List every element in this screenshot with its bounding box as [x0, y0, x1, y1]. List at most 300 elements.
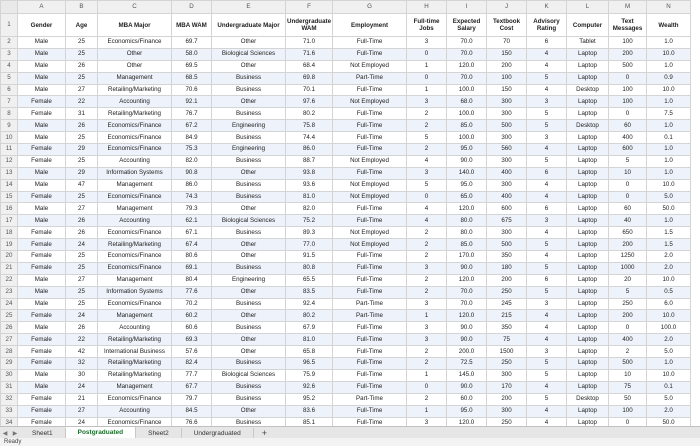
cell[interactable]: 85.1	[286, 417, 333, 426]
cell[interactable]: Full-Time	[333, 37, 407, 49]
cell[interactable]: 100	[487, 72, 527, 84]
cell[interactable]: 100.0	[647, 322, 691, 334]
cell[interactable]: 5	[527, 286, 567, 298]
cell[interactable]: 560	[487, 144, 527, 156]
cell[interactable]: 120.0	[447, 417, 487, 426]
cell[interactable]: 0	[609, 108, 647, 120]
cell[interactable]: Other	[212, 239, 286, 251]
cell[interactable]: 120.0	[447, 203, 487, 215]
cell[interactable]: Biological Sciences	[212, 48, 286, 60]
cell[interactable]: 93.8	[286, 167, 333, 179]
cell[interactable]: Accounting	[98, 322, 172, 334]
cell[interactable]: 82.0	[172, 155, 212, 167]
cell[interactable]: Full-Time	[333, 334, 407, 346]
cell[interactable]: 65.0	[447, 191, 487, 203]
cell[interactable]: 67.1	[172, 227, 212, 239]
cell[interactable]: 10.0	[647, 274, 691, 286]
cell[interactable]: 26	[66, 120, 98, 132]
cell[interactable]: 6	[527, 167, 567, 179]
row-number[interactable]: 31	[1, 381, 18, 393]
cell[interactable]: 6.0	[647, 298, 691, 310]
cell[interactable]: 84.9	[172, 132, 212, 144]
cell[interactable]: 95.0	[447, 405, 487, 417]
cell[interactable]: 75.3	[172, 144, 212, 156]
cell[interactable]: 2.0	[647, 334, 691, 346]
cell[interactable]: Engineering	[212, 274, 286, 286]
cell[interactable]: 6	[527, 37, 567, 49]
cell[interactable]: Business	[212, 179, 286, 191]
cell[interactable]: 100.0	[447, 108, 487, 120]
cell[interactable]: 3	[407, 96, 447, 108]
cell[interactable]: Full-Time	[333, 132, 407, 144]
cell[interactable]: 22	[66, 96, 98, 108]
cell[interactable]: 4	[407, 155, 447, 167]
cell[interactable]: Economics/Finance	[98, 191, 172, 203]
cell[interactable]: 200.0	[447, 346, 487, 358]
cell[interactable]: 10.0	[647, 179, 691, 191]
cell[interactable]: Full-Time	[333, 417, 407, 426]
cell[interactable]: Male	[18, 132, 66, 144]
cell[interactable]: 145.0	[447, 369, 487, 381]
cell[interactable]: Economics/Finance	[98, 417, 172, 426]
cell[interactable]: Not Employed	[333, 179, 407, 191]
cell[interactable]: 100.0	[447, 132, 487, 144]
cell[interactable]: 1.0	[647, 144, 691, 156]
cell[interactable]: Full-Time	[333, 286, 407, 298]
header-cell[interactable]: Expected Salary	[447, 14, 487, 37]
cell[interactable]: Male	[18, 167, 66, 179]
cell[interactable]: 30	[66, 369, 98, 381]
cell[interactable]: 200	[609, 239, 647, 251]
cell[interactable]: Biological Sciences	[212, 369, 286, 381]
column-header-c[interactable]: C	[98, 1, 172, 14]
cell[interactable]: Laptop	[567, 251, 609, 263]
cell[interactable]: Laptop	[567, 48, 609, 60]
cell[interactable]: 1.0	[647, 60, 691, 72]
header-cell[interactable]: Employment	[333, 14, 407, 37]
cell[interactable]: Laptop	[567, 358, 609, 370]
header-cell[interactable]: Full-time Jobs	[407, 14, 447, 37]
column-header-h[interactable]: H	[407, 1, 447, 14]
cell[interactable]: 58.0	[172, 48, 212, 60]
cell[interactable]: Retailing/Marketing	[98, 84, 172, 96]
cell[interactable]: 95.0	[447, 179, 487, 191]
cell[interactable]: 2	[407, 358, 447, 370]
cell[interactable]: 250	[487, 358, 527, 370]
cell[interactable]: 25	[66, 286, 98, 298]
cell[interactable]: Female	[18, 239, 66, 251]
column-header-l[interactable]: L	[567, 1, 609, 14]
cell[interactable]: 0.1	[647, 381, 691, 393]
cell[interactable]: Economics/Finance	[98, 144, 172, 156]
cell[interactable]: 250	[487, 286, 527, 298]
cell[interactable]: Economics/Finance	[98, 227, 172, 239]
cell[interactable]: 1000	[609, 262, 647, 274]
cell[interactable]: 5	[527, 239, 567, 251]
cell[interactable]: Full-Time	[333, 322, 407, 334]
cell[interactable]: 600	[609, 144, 647, 156]
cell[interactable]: 67.9	[286, 322, 333, 334]
cell[interactable]: 3	[407, 167, 447, 179]
header-cell[interactable]: MBA WAM	[172, 14, 212, 37]
cell[interactable]: Business	[212, 381, 286, 393]
cell[interactable]: 300	[487, 227, 527, 239]
cell[interactable]: 80.2	[286, 108, 333, 120]
cell[interactable]: 65.5	[286, 274, 333, 286]
cell[interactable]: 70.0	[447, 298, 487, 310]
cell[interactable]: 3	[527, 96, 567, 108]
cell[interactable]: 69.3	[172, 334, 212, 346]
row-number[interactable]: 24	[1, 298, 18, 310]
cell[interactable]: Laptop	[567, 179, 609, 191]
cell[interactable]: Male	[18, 215, 66, 227]
cell[interactable]: 1.0	[647, 358, 691, 370]
cell[interactable]: 150	[487, 84, 527, 96]
cell[interactable]: 250	[487, 417, 527, 426]
cell[interactable]: Laptop	[567, 227, 609, 239]
row-number[interactable]: 34	[1, 417, 18, 426]
cell[interactable]: 215	[487, 310, 527, 322]
cell[interactable]: 69.8	[286, 72, 333, 84]
cell[interactable]: 91.5	[286, 251, 333, 263]
cell[interactable]: Business	[212, 298, 286, 310]
cell[interactable]: Laptop	[567, 346, 609, 358]
cell[interactable]: Female	[18, 405, 66, 417]
cell[interactable]: Laptop	[567, 262, 609, 274]
cell[interactable]: 400	[487, 191, 527, 203]
cell[interactable]: Laptop	[567, 108, 609, 120]
cell[interactable]: Not Employed	[333, 227, 407, 239]
column-header-b[interactable]: B	[66, 1, 98, 14]
cell[interactable]: Laptop	[567, 132, 609, 144]
cell[interactable]: Desktop	[567, 84, 609, 96]
cell[interactable]: 500	[609, 60, 647, 72]
cell[interactable]: 4	[527, 310, 567, 322]
cell[interactable]: 25	[66, 37, 98, 49]
cell[interactable]: 0	[609, 72, 647, 84]
cell[interactable]: Business	[212, 322, 286, 334]
cell[interactable]: 24	[66, 417, 98, 426]
row-number[interactable]: 15	[1, 191, 18, 203]
column-header-j[interactable]: J	[487, 1, 527, 14]
header-cell[interactable]: Advisory Rating	[527, 14, 567, 37]
cell[interactable]: 69.5	[172, 60, 212, 72]
cell[interactable]: 67.4	[172, 239, 212, 251]
cell[interactable]: Male	[18, 60, 66, 72]
column-header-e[interactable]: E	[212, 1, 286, 14]
cell[interactable]: 77.6	[172, 286, 212, 298]
cell[interactable]: 100	[609, 84, 647, 96]
cell[interactable]: 90.0	[447, 322, 487, 334]
header-cell[interactable]: Gender	[18, 14, 66, 37]
cell[interactable]: Full-Time	[333, 405, 407, 417]
cell[interactable]: 60.0	[447, 393, 487, 405]
header-cell[interactable]: Computer	[567, 14, 609, 37]
cell[interactable]: 1.5	[647, 227, 691, 239]
cell[interactable]: Other	[98, 60, 172, 72]
row-number[interactable]: 4	[1, 60, 18, 72]
cell[interactable]: 6	[527, 203, 567, 215]
cell[interactable]: 5	[527, 393, 567, 405]
cell[interactable]: 90.0	[447, 155, 487, 167]
row-number[interactable]: 1	[1, 14, 18, 37]
cell[interactable]: 90.0	[447, 334, 487, 346]
cell[interactable]: 120.0	[447, 60, 487, 72]
cell[interactable]: 70.0	[447, 72, 487, 84]
cell[interactable]: 0.9	[647, 72, 691, 84]
cell[interactable]: 0	[407, 48, 447, 60]
cell[interactable]: Full-Time	[333, 215, 407, 227]
cell[interactable]: Economics/Finance	[98, 262, 172, 274]
cell[interactable]: Business	[212, 191, 286, 203]
cell[interactable]: 120.0	[447, 310, 487, 322]
cell[interactable]: Retailing/Marketing	[98, 108, 172, 120]
cell[interactable]: 82.4	[172, 358, 212, 370]
cell[interactable]: Full-Time	[333, 120, 407, 132]
cell[interactable]: 5	[527, 358, 567, 370]
cell[interactable]: 60	[609, 120, 647, 132]
row-number[interactable]: 6	[1, 84, 18, 96]
row-number[interactable]: 14	[1, 179, 18, 191]
cell[interactable]: Laptop	[567, 60, 609, 72]
cell[interactable]: 200	[487, 60, 527, 72]
cell[interactable]: Economics/Finance	[98, 132, 172, 144]
cell[interactable]: 97.6	[286, 96, 333, 108]
cell[interactable]: 2	[609, 346, 647, 358]
cell[interactable]: Accounting	[98, 405, 172, 417]
cell[interactable]: Not Employed	[333, 191, 407, 203]
cell[interactable]: 81.0	[286, 334, 333, 346]
cell[interactable]: 70.0	[447, 37, 487, 49]
cell[interactable]: Laptop	[567, 334, 609, 346]
cell[interactable]: 50	[609, 393, 647, 405]
cell[interactable]: Laptop	[567, 203, 609, 215]
cell[interactable]: Accounting	[98, 155, 172, 167]
cell[interactable]: Desktop	[567, 393, 609, 405]
tab-undergraduated[interactable]: Undergraduated	[182, 428, 254, 439]
cell[interactable]: 68.5	[172, 72, 212, 84]
cell[interactable]: 27	[66, 203, 98, 215]
cell[interactable]: 1500	[487, 346, 527, 358]
cell[interactable]: 24	[66, 381, 98, 393]
cell[interactable]: 300	[487, 179, 527, 191]
cell[interactable]: 675	[487, 215, 527, 227]
cell[interactable]: 89.3	[286, 227, 333, 239]
row-number[interactable]: 13	[1, 167, 18, 179]
cell[interactable]: 21	[66, 393, 98, 405]
row-number[interactable]: 9	[1, 120, 18, 132]
cell[interactable]: Full-Time	[333, 84, 407, 96]
cell[interactable]: 5.0	[647, 346, 691, 358]
cell[interactable]: Male	[18, 322, 66, 334]
cell[interactable]: 27	[66, 405, 98, 417]
cell[interactable]: Economics/Finance	[98, 298, 172, 310]
cell[interactable]: Full-Time	[333, 346, 407, 358]
cell[interactable]: Laptop	[567, 274, 609, 286]
cell[interactable]: Other	[98, 48, 172, 60]
row-number[interactable]: 22	[1, 274, 18, 286]
cell[interactable]: 67.7	[172, 381, 212, 393]
row-number[interactable]: 29	[1, 358, 18, 370]
cell[interactable]: 95.0	[447, 144, 487, 156]
row-number[interactable]: 2	[1, 37, 18, 49]
cell[interactable]: 3	[407, 298, 447, 310]
cell[interactable]: 26	[66, 227, 98, 239]
cell[interactable]: 83.6	[286, 405, 333, 417]
row-number[interactable]: 30	[1, 369, 18, 381]
cell[interactable]: 4	[527, 251, 567, 263]
cell[interactable]: Other	[212, 96, 286, 108]
cell[interactable]: Laptop	[567, 322, 609, 334]
cell[interactable]: 25	[66, 298, 98, 310]
cell[interactable]: Economics/Finance	[98, 251, 172, 263]
column-header-k[interactable]: K	[527, 1, 567, 14]
cell[interactable]: 85.0	[447, 120, 487, 132]
cell[interactable]: Full-Time	[333, 369, 407, 381]
cell[interactable]: Laptop	[567, 369, 609, 381]
header-cell[interactable]: Wealth	[647, 14, 691, 37]
cell[interactable]: 0	[407, 191, 447, 203]
cell[interactable]: 300	[487, 108, 527, 120]
cell[interactable]: 24	[66, 239, 98, 251]
cell[interactable]: Management	[98, 203, 172, 215]
cell[interactable]: Business	[212, 72, 286, 84]
cell[interactable]: Full-Time	[333, 262, 407, 274]
cell[interactable]: 1.5	[647, 239, 691, 251]
cell[interactable]: Full-Time	[333, 358, 407, 370]
cell[interactable]: 20	[609, 274, 647, 286]
cell[interactable]: Male	[18, 37, 66, 49]
cell[interactable]: 5	[609, 155, 647, 167]
cell[interactable]: 70.0	[447, 286, 487, 298]
cell[interactable]: 0	[407, 72, 447, 84]
cell[interactable]: 170	[487, 381, 527, 393]
cell[interactable]: Engineering	[212, 144, 286, 156]
cell[interactable]: 50.0	[647, 203, 691, 215]
cell[interactable]: 3	[407, 334, 447, 346]
cell[interactable]: Management	[98, 274, 172, 286]
cell[interactable]: Other	[212, 334, 286, 346]
select-all-corner[interactable]	[1, 1, 18, 14]
cell[interactable]: Accounting	[98, 215, 172, 227]
cell[interactable]: 180	[487, 262, 527, 274]
cell[interactable]: Male	[18, 381, 66, 393]
row-number[interactable]: 19	[1, 239, 18, 251]
cell[interactable]: Other	[212, 60, 286, 72]
cell[interactable]: Other	[212, 37, 286, 49]
cell[interactable]: 0	[609, 191, 647, 203]
cell[interactable]: 96.5	[286, 358, 333, 370]
cell[interactable]: 77.0	[286, 239, 333, 251]
row-number[interactable]: 7	[1, 96, 18, 108]
cell[interactable]: 92.4	[286, 298, 333, 310]
cell[interactable]: 200	[487, 393, 527, 405]
cell[interactable]: 3	[527, 346, 567, 358]
cell[interactable]: 80.8	[286, 262, 333, 274]
cell[interactable]: 4	[527, 144, 567, 156]
cell[interactable]: 200	[609, 310, 647, 322]
cell[interactable]: 10	[609, 369, 647, 381]
cell[interactable]: Other	[212, 286, 286, 298]
cell[interactable]: 4	[527, 322, 567, 334]
cell[interactable]: 200	[609, 48, 647, 60]
cell[interactable]: Female	[18, 155, 66, 167]
cell[interactable]: 2	[407, 346, 447, 358]
cell[interactable]: 90.0	[447, 262, 487, 274]
cell[interactable]: Not Employed	[333, 96, 407, 108]
cell[interactable]: 26	[66, 215, 98, 227]
cell[interactable]: 200	[487, 274, 527, 286]
cell[interactable]: Economics/Finance	[98, 120, 172, 132]
cell[interactable]: 72.5	[447, 358, 487, 370]
cell[interactable]: 3	[527, 132, 567, 144]
cell[interactable]: 4	[527, 179, 567, 191]
cell[interactable]: 82.0	[286, 203, 333, 215]
cell[interactable]: Business	[212, 108, 286, 120]
tab-postgraduated[interactable]: Postgraduated	[66, 427, 137, 440]
cell[interactable]: 10.0	[647, 48, 691, 60]
cell[interactable]: Female	[18, 393, 66, 405]
cell[interactable]: 1.0	[647, 155, 691, 167]
cell[interactable]: 4	[527, 227, 567, 239]
cell[interactable]: 3	[527, 298, 567, 310]
cell[interactable]: 79.3	[172, 203, 212, 215]
cell[interactable]: Full-Time	[333, 203, 407, 215]
cell[interactable]: 300	[487, 96, 527, 108]
row-number[interactable]: 11	[1, 144, 18, 156]
cell[interactable]: 60.2	[172, 310, 212, 322]
cell[interactable]: Female	[18, 310, 66, 322]
add-sheet-button[interactable]: +	[261, 428, 267, 438]
cell[interactable]: 88.7	[286, 155, 333, 167]
header-cell[interactable]: MBA Major	[98, 14, 172, 37]
cell[interactable]: 400	[487, 167, 527, 179]
cell[interactable]: 62.1	[172, 215, 212, 227]
cell[interactable]: 95.2	[286, 393, 333, 405]
cell[interactable]: Male	[18, 203, 66, 215]
cell[interactable]: 4	[407, 203, 447, 215]
cell[interactable]: 1.0	[647, 215, 691, 227]
cell[interactable]: Full-Time	[333, 274, 407, 286]
cell[interactable]: Male	[18, 48, 66, 60]
header-cell[interactable]: Text Messages	[609, 14, 647, 37]
cell[interactable]: 32	[66, 358, 98, 370]
cell[interactable]: Female	[18, 227, 66, 239]
cell[interactable]: 25	[66, 132, 98, 144]
cell[interactable]: 1250	[609, 251, 647, 263]
cell[interactable]: 10.0	[647, 310, 691, 322]
cell[interactable]: Management	[98, 381, 172, 393]
cell[interactable]: 3	[527, 215, 567, 227]
cell[interactable]: 90.0	[447, 381, 487, 393]
cell[interactable]: 2	[407, 120, 447, 132]
cell[interactable]: 80.6	[172, 251, 212, 263]
cell[interactable]: 70.0	[447, 48, 487, 60]
header-cell[interactable]: Undergraduate WAM	[286, 14, 333, 37]
column-header-n[interactable]: N	[647, 1, 691, 14]
cell[interactable]: 0	[609, 179, 647, 191]
cell[interactable]: Not Employed	[333, 239, 407, 251]
column-header-a[interactable]: A	[18, 1, 66, 14]
cell[interactable]: 79.7	[172, 393, 212, 405]
cell[interactable]: 4	[527, 191, 567, 203]
cell[interactable]: 4	[527, 381, 567, 393]
row-number[interactable]: 18	[1, 227, 18, 239]
cell[interactable]: 76.7	[172, 108, 212, 120]
row-number[interactable]: 23	[1, 286, 18, 298]
cell[interactable]: 6	[527, 274, 567, 286]
cell[interactable]: 4	[527, 334, 567, 346]
